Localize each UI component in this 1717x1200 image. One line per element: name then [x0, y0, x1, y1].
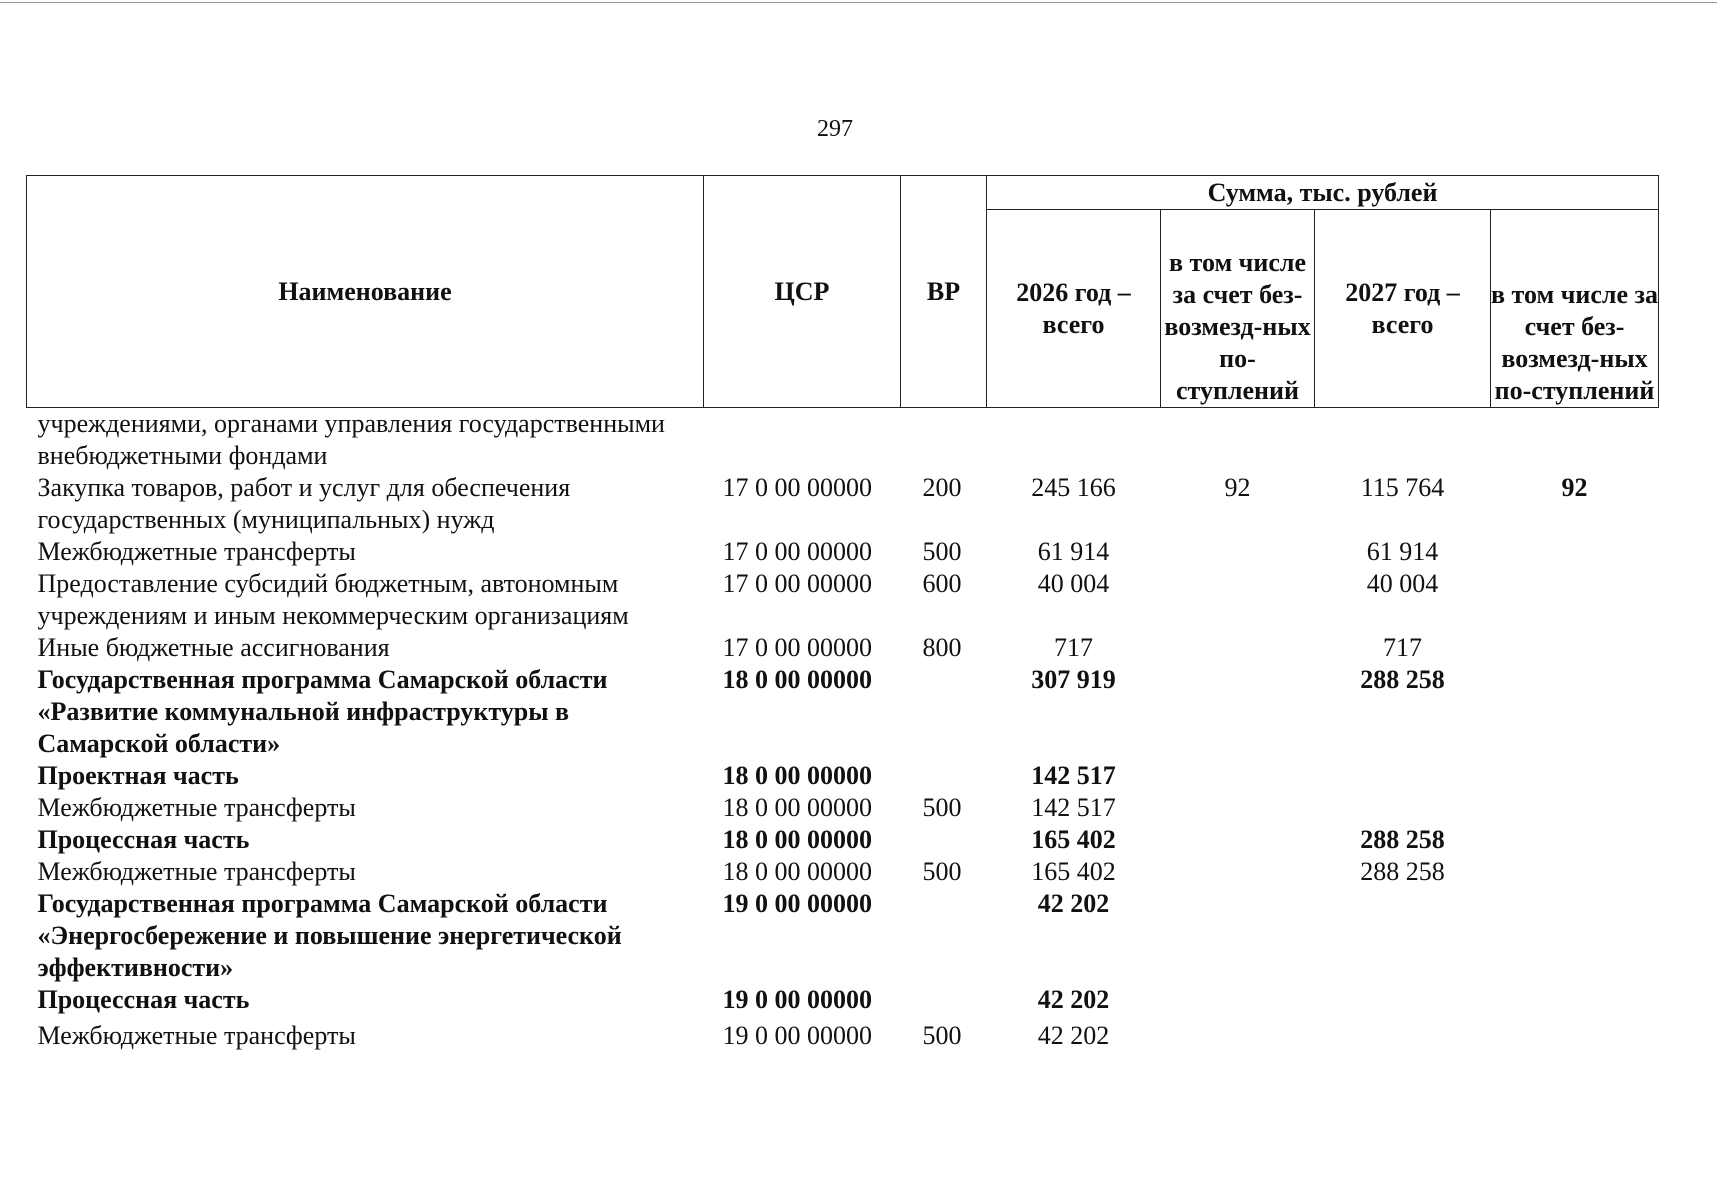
table-body — [27, 408, 1659, 1053]
cell-vr — [901, 824, 987, 856]
cell-y2027-free — [1491, 536, 1659, 568]
cell-csr: 19 0 00 00000 — [722, 1021, 872, 1050]
cell-y2026: 42 202 — [1037, 889, 1110, 918]
cell-y2026: 245 166 — [1031, 473, 1116, 502]
cell-y2027: 61 914 — [1366, 537, 1439, 566]
cell-y2027-free — [1491, 792, 1659, 824]
header-2027-total: 2027 год – всего — [1315, 210, 1491, 408]
cell-name: Государственная программа Самарской области «Развитие коммунальной инфраструктуры в Самарской области» — [37, 665, 608, 758]
table-row — [27, 856, 1659, 888]
cell-y2026: 42 202 — [1037, 985, 1110, 1014]
cell-y2026-free — [1161, 888, 1315, 984]
cell-name: Межбюджетные трансферты — [37, 537, 356, 566]
header-vr: ВР — [901, 176, 987, 408]
cell-y2026-free — [1161, 856, 1315, 888]
cell-y2026: 717 — [1054, 633, 1093, 662]
table-row — [27, 1016, 1659, 1052]
table-row — [27, 472, 1659, 536]
cell-vr: 200 — [922, 473, 962, 502]
cell-csr: 19 0 00 00000 — [722, 889, 872, 918]
cell-y2026: 142 517 — [1031, 793, 1116, 822]
cell-y2027 — [1315, 888, 1491, 984]
cell-name: Проектная часть — [37, 761, 239, 790]
cell-vr — [901, 760, 987, 792]
cell-y2027 — [1315, 792, 1491, 824]
cell-vr — [901, 664, 987, 760]
cell-y2027-free — [1491, 1016, 1659, 1052]
cell-csr: 17 0 00 00000 — [722, 537, 872, 566]
header-name: Наименование — [27, 176, 704, 408]
header-sum-group: Сумма, тыс. рублей — [987, 176, 1659, 210]
cell-name: Государственная программа Самарской области «Энергосбережение и повышение энергетической эффективности» — [37, 889, 622, 982]
cell-y2026: 42 202 — [1037, 1021, 1110, 1050]
cell-vr — [901, 984, 987, 1016]
cell-y2027 — [1315, 984, 1491, 1016]
cell-y2027: 288 258 — [1360, 665, 1445, 694]
cell-csr: 18 0 00 00000 — [722, 857, 872, 886]
table-row — [27, 888, 1659, 984]
cell-y2027-free — [1491, 888, 1659, 984]
cell-y2027-free — [1491, 664, 1659, 760]
cell-y2027: 288 258 — [1360, 825, 1445, 854]
cell-vr: 500 — [922, 857, 962, 886]
cell-vr: 800 — [922, 633, 962, 662]
table-row — [27, 536, 1659, 568]
cell-y2026 — [987, 408, 1161, 473]
cell-y2026-free — [1161, 792, 1315, 824]
cell-csr: 17 0 00 00000 — [722, 473, 872, 502]
cell-y2026-free: 92 — [1224, 473, 1251, 502]
cell-y2026: 307 919 — [1031, 665, 1116, 694]
cell-y2026-free — [1161, 1016, 1315, 1052]
cell-y2026-free — [1161, 664, 1315, 760]
cell-vr: 600 — [922, 569, 962, 598]
cell-y2027 — [1315, 760, 1491, 792]
cell-name: Межбюджетные трансферты — [37, 857, 356, 886]
cell-name: Межбюджетные трансферты — [37, 1021, 356, 1050]
cell-y2026-free — [1161, 984, 1315, 1016]
cell-csr — [704, 408, 901, 473]
cell-y2027-free — [1491, 824, 1659, 856]
page-number: 297 — [817, 116, 853, 142]
table-row — [27, 408, 1659, 473]
cell-vr: 500 — [922, 1021, 962, 1050]
table-row — [27, 760, 1659, 792]
cell-y2026: 61 914 — [1037, 537, 1110, 566]
header-2026-total: 2026 год – всего — [987, 210, 1161, 408]
cell-y2027-free — [1491, 408, 1659, 473]
cell-y2027: 40 004 — [1366, 569, 1439, 598]
cell-csr: 18 0 00 00000 — [722, 665, 872, 694]
cell-y2026-free — [1161, 632, 1315, 664]
cell-name: Процессная часть — [37, 985, 250, 1014]
cell-csr: 17 0 00 00000 — [722, 569, 872, 598]
table-row — [27, 792, 1659, 824]
cell-csr: 17 0 00 00000 — [722, 633, 872, 662]
cell-name: Процессная часть — [37, 825, 250, 854]
cell-vr: 500 — [922, 537, 962, 566]
cell-y2027: 115 764 — [1360, 473, 1445, 502]
table-row — [27, 984, 1659, 1016]
cell-y2027 — [1315, 1016, 1491, 1052]
cell-y2027-free — [1491, 760, 1659, 792]
scan-edge-line — [0, 2, 1717, 3]
cell-y2027-free — [1491, 856, 1659, 888]
cell-y2026: 40 004 — [1037, 569, 1110, 598]
cell-y2027-free: 92 — [1561, 473, 1588, 502]
cell-name: Закупка товаров, работ и услуг для обеспечения государственных (муниципальных) нужд — [37, 473, 571, 534]
cell-y2027: 288 258 — [1360, 857, 1445, 886]
cell-y2026-free — [1161, 760, 1315, 792]
cell-y2027: 717 — [1383, 633, 1422, 662]
cell-name: учреждениями, органами управления государственными внебюджетными фондами — [37, 409, 665, 470]
cell-y2026: 165 402 — [1031, 857, 1116, 886]
budget-table — [26, 175, 1659, 1052]
cell-name: Предоставление субсидий бюджетным, автономным учреждениям и иным некоммерческим организациям — [37, 569, 629, 630]
table-row — [27, 632, 1659, 664]
cell-y2026: 165 402 — [1031, 825, 1116, 854]
cell-y2026: 142 517 — [1031, 761, 1116, 790]
cell-y2027-free — [1491, 568, 1659, 632]
cell-y2027 — [1315, 408, 1491, 473]
cell-name: Межбюджетные трансферты — [37, 793, 356, 822]
header-2026-free: в том числе за счет без-возмезд-ных по-ступлений — [1161, 210, 1315, 408]
cell-vr — [901, 888, 987, 984]
cell-csr: 18 0 00 00000 — [722, 793, 872, 822]
cell-y2027-free — [1491, 632, 1659, 664]
header-2027-free: в том числе за счет без-возмезд-ных по-ступлений — [1491, 210, 1659, 408]
cell-vr: 500 — [922, 793, 962, 822]
cell-y2026-free — [1161, 568, 1315, 632]
table-row — [27, 824, 1659, 856]
header-csr: ЦСР — [704, 176, 901, 408]
cell-y2027-free — [1491, 984, 1659, 1016]
cell-name: Иные бюджетные ассигнования — [37, 633, 390, 662]
table-row — [27, 568, 1659, 632]
cell-y2026-free — [1161, 536, 1315, 568]
cell-y2026-free — [1161, 408, 1315, 473]
cell-y2026-free — [1161, 824, 1315, 856]
cell-vr — [901, 408, 987, 473]
cell-csr: 18 0 00 00000 — [722, 761, 872, 790]
table-row — [27, 664, 1659, 760]
cell-csr: 19 0 00 00000 — [722, 985, 872, 1014]
cell-csr: 18 0 00 00000 — [722, 825, 872, 854]
